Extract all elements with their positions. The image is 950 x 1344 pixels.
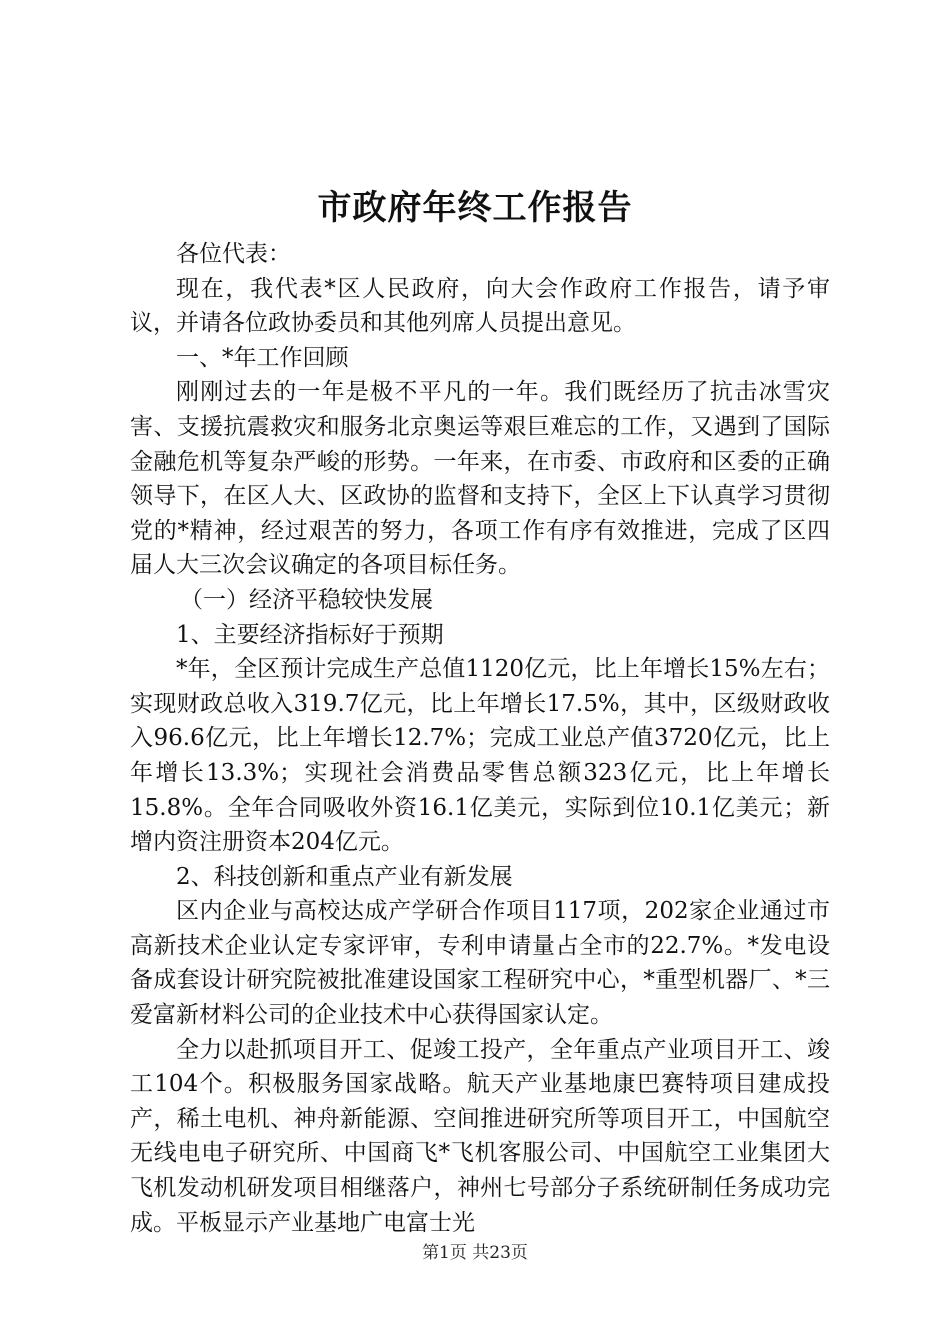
- review-paragraph: 刚刚过去的一年是极不平凡的一年。我们既经历了抗击冰雪灾害、支援抗震救灾和服务北京奥运等艰巨难忘的工作，又遇到了国际金融危机等复杂严峻的形势。一年来，在市委、市政府和区委的正确领导下，在区人大、区政协的监督和支持下，全区上下认真学习贯彻党的*精神，经过艰苦的努力，各项工作有序有效推进，完成了区四届人大三次会议确定的各项目标任务。: [130, 379, 830, 579]
- document-body: [130, 237, 830, 1240]
- item-heading-2: 2、科技创新和重点产业有新发展: [176, 863, 513, 890]
- subsection-heading: （一）经济平稳较快发展: [180, 586, 433, 613]
- document-title: 市政府年终工作报告: [317, 188, 633, 228]
- salutation: 各位代表：: [176, 241, 291, 267]
- innovation-paragraph: 区内企业与高校达成产学研合作项目117项，202家企业通过市高新技术企业认定专家评审，专利申请量占全市的22.7%。*发电设备成套设计研究院被批准建设国家工程研究中心，*重型机器厂、*三爱富新材料公司的企业技术中心获得国家认定。: [130, 898, 831, 1029]
- economic-indicators-paragraph: *年，全区预计完成生产总值1120亿元，比上年增长15%左右；实现财政总收入319.7亿元，比上年增长17.5%，其中，区级财政收入96.6亿元，比上年增长12.7%；完成工业总产值3720亿元，比上年增长13.3%；实现社会消费品零售总额323亿元，比上年增长15.8%。全年合同吸收外资16.1亿美元，实际到位10.1亿美元；新增内资注册资本204亿元。: [130, 656, 830, 856]
- item-heading-1: 1、主要经济指标好于预期: [176, 621, 444, 648]
- page-footer: 第1页 共23页: [422, 1243, 528, 1263]
- projects-paragraph: 全力以赴抓项目开工、促竣工投产，全年重点产业项目开工、竣工104个。积极服务国家战略。航天产业基地康巴赛特项目建成投产，稀土电机、神舟新能源、空间推进研究所等项目开工，中国航空无线电电子研究所、中国商飞*飞机客服公司、中国航空工业集团大飞机发动机研发项目相继落户，神州七号部分子系统研制任务成功完成。平板显示产业基地广电富士光: [130, 1036, 830, 1236]
- section-heading: 一、*年工作回顾: [176, 344, 349, 371]
- intro-paragraph: 现在，我代表*区人民政府，向大会作政府工作报告，请予审议，并请各位政协委员和其他列席人员提出意见。: [130, 275, 830, 337]
